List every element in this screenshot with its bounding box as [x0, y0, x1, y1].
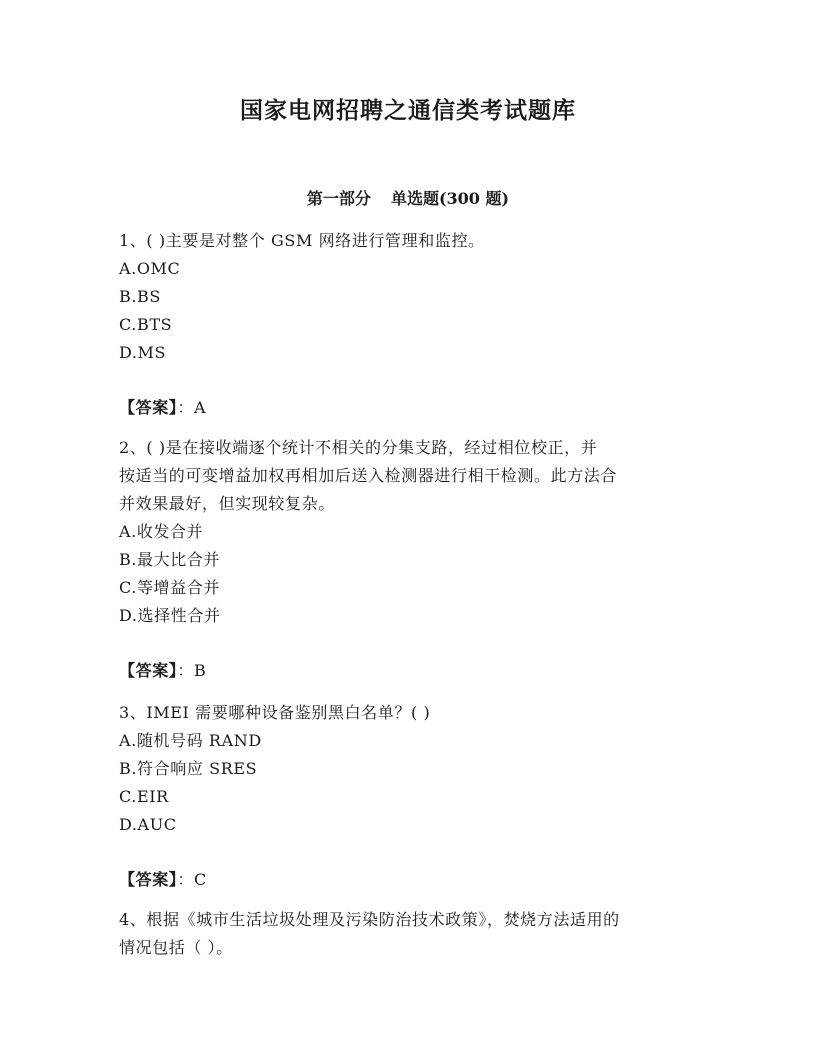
question-1: [119, 227, 699, 367]
answer-label: 【答案】: [119, 870, 178, 889]
answer-label: 【答案】: [119, 661, 178, 680]
document-title: 国家电网招聘之通信类考试题库: [240, 97, 576, 124]
question-1-option-b: B.BS: [119, 287, 161, 306]
answer-value: C: [194, 870, 207, 889]
question-1-answer: [119, 394, 206, 422]
question-2-option-c: C.等增益合并: [119, 578, 220, 597]
question-1-option-a: A.OMC: [119, 259, 181, 278]
question-2-option-b: B.最大比合并: [119, 550, 221, 569]
question-1-option-c: C.BTS: [119, 315, 173, 334]
question-1-stem: 1、( )主要是对整个 GSM 网络进行管理和监控。: [119, 231, 485, 250]
question-2-stem-line-1: 2、( )是在接收端逐个统计不相关的分集支路，经过相位校正，并: [119, 438, 598, 457]
question-3-stem: 3、IMEI 需要哪种设备鉴别黑白名单？( ): [119, 703, 431, 722]
question-2: [119, 434, 699, 630]
answer-value: B: [194, 661, 207, 680]
question-3: [119, 699, 699, 839]
question-3-option-d: D.AUC: [119, 815, 177, 834]
question-3-option-a: A.随机号码 RAND: [119, 731, 262, 750]
answer-label: 【答案】: [119, 398, 178, 417]
question-1-option-d: D.MS: [119, 343, 167, 362]
question-4-stem-line-1: 4、根据《城市生活垃圾处理及污染防治技术政策》，焚烧方法适用的: [119, 910, 620, 929]
question-3-option-b: B.符合响应 SRES: [119, 759, 258, 778]
section-title: [0, 187, 816, 211]
question-4: [119, 906, 699, 962]
question-2-option-a: A.收发合并: [119, 522, 204, 541]
question-2-option-d: D.选择性合并: [119, 606, 221, 625]
answer-separator: ：: [177, 870, 195, 889]
question-2-stem-line-3: 并效果最好，但实现较复杂。: [119, 494, 335, 513]
question-2-stem-line-2: 按适当的可变增益加权再相加后送入检测器进行相干检测。此方法合: [119, 466, 618, 485]
section-name: 单选题(300 题): [390, 189, 510, 208]
question-3-option-c: C.EIR: [119, 787, 169, 806]
question-4-stem-line-2: 情况包括（ ）。: [119, 938, 233, 957]
question-3-answer: [119, 866, 207, 894]
question-2-answer: [119, 657, 206, 685]
answer-separator: ：: [177, 661, 195, 680]
answer-value: A: [194, 398, 207, 417]
answer-separator: ：: [177, 398, 195, 417]
section-part: 第一部分: [306, 189, 371, 208]
